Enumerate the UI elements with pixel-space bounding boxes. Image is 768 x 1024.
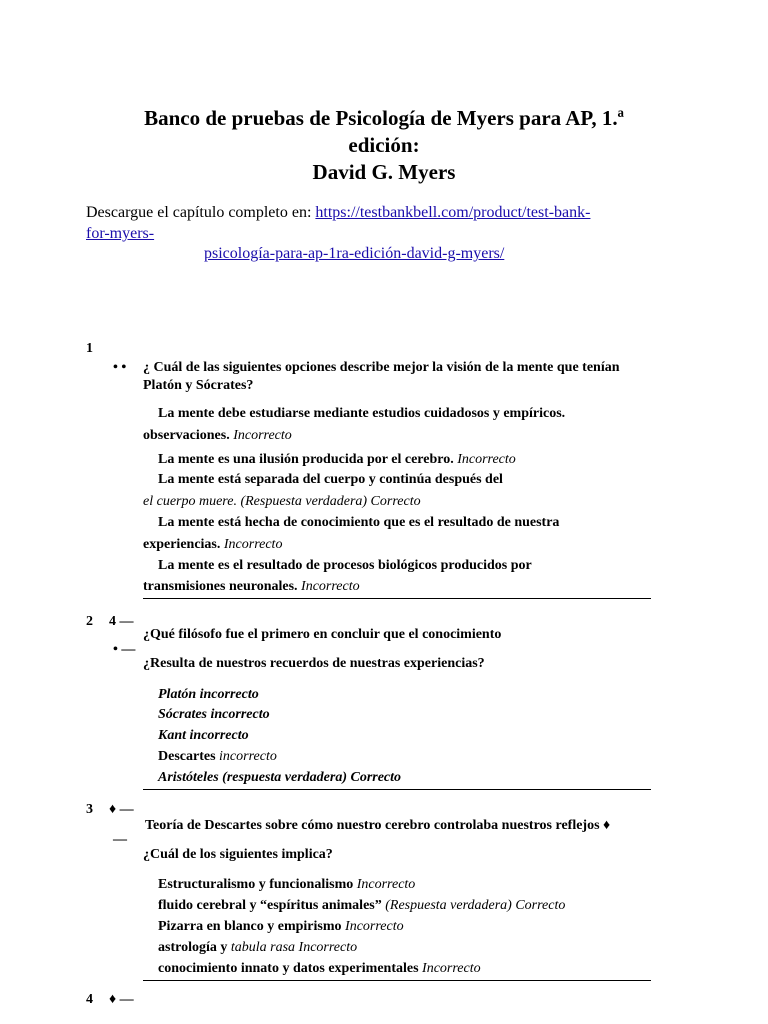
q3-option-4-result: tabula rasa Incorrecto [230,940,358,955]
q2-option-2: Sócrates incorrecto [158,707,270,722]
q1-option-5-line2: transmisiones neuronales. Incorrecto [143,579,360,594]
q3-option-2-result: (Respuesta verdadera) Correcto [385,898,566,913]
question-2-text-line2: ¿Resulta de nuestros recuerdos de nuestras experiencias? [143,656,485,671]
question-1-text-line2: Platón y Sócrates? [143,378,254,393]
question-number-2: 2 [86,614,93,629]
doc-title-line2: edición: [348,133,420,157]
download-prefix: Descargue el capítulo completo en: [86,204,316,221]
doc-author: David G. Myers [312,160,456,184]
question-4-marker: ♦ — [109,992,134,1007]
q3-option-1: Estructuralismo y funcionalismo Incorrecto [158,877,416,892]
question-1-marker: • • [113,360,127,375]
q1-option-1-line2: observaciones. Incorrecto [143,428,292,443]
q1-option-1-result: Incorrecto [233,428,292,443]
q3-option-3-result: Incorrecto [345,919,404,934]
download-link-part3[interactable]: psicología-para-ap-1ra-edición-david-g-myers/ [204,245,505,262]
question-2-marker-1: 4 — [109,614,134,629]
q1-option-2: La mente es una ilusión producida por el cerebro. Incorrecto [158,452,516,467]
download-link-part1[interactable]: https://testbankbell.com/product/test-bank- [315,204,591,221]
q1-option-5-result: Incorrecto [301,579,360,594]
q3-option-4: astrología y tabula rasa Incorrecto [158,940,358,955]
q2-option-5: Aristóteles (respuesta verdadera) Correcto [158,770,402,785]
question-number-1: 1 [86,341,93,356]
q3-option-5: conocimiento innato y datos experimentales Incorrecto [158,961,481,976]
q2-option-1: Platón incorrecto [158,687,259,702]
question-2-marker-2: • — [113,642,136,657]
q3-divider [143,980,651,981]
question-3-text-line2: ¿Cuál de los siguientes implica? [143,847,333,862]
question-1-text-line1: ¿ Cuál de las siguientes opciones describe mejor la visión de la mente que tenían [143,360,620,375]
question-number-3: 3 [86,802,93,817]
q2-option-3: Kant incorrecto [158,728,249,743]
q1-option-3-line2: el cuerpo muere. (Respuesta verdadera) Correcto [143,494,421,509]
download-line [86,204,590,222]
q3-option-3: Pizarra en blanco y empirismo Incorrecto [158,919,404,934]
q1-option-5-line1: La mente es el resultado de procesos biológicos producidos por [158,558,532,573]
download-link-part2[interactable]: for-myers- [86,225,155,242]
q2-option-4: Descartes incorrecto [158,749,277,764]
download-line-2 [86,225,154,243]
q1-option-2-result: Incorrecto [457,452,516,467]
q2-option-4-result: incorrecto [219,749,277,764]
question-3-text-line1: Teoría de Descartes sobre cómo nuestro cerebro controlaba nuestros reflejos ♦ [145,818,611,833]
q3-option-1-result: Incorrecto [356,877,416,892]
q3-option-2: fluido cerebral y “espíritus animales” (Respuesta verdadera) Correcto [158,898,566,913]
q3-option-5-result: Incorrecto [422,961,481,976]
question-2-text-line1: ¿Qué filósofo fue el primero en concluir que el conocimiento [143,627,502,642]
q1-option-4-line1: La mente está hecha de conocimiento que es el resultado de nuestra [158,515,560,530]
question-3-marker-1: ♦ — [109,802,134,817]
q1-option-3-line1: La mente está separada del cuerpo y continúa después del [158,472,503,487]
q1-option-4-line2: experiencias. Incorrecto [143,537,283,552]
q1-option-1-line1: La mente debe estudiarse mediante estudios cuidadosos y empíricos. [158,406,566,421]
q2-divider [143,789,651,790]
doc-title-line1: Banco de pruebas de Psicología de Myers para AP, 1.ª [144,106,624,130]
question-3-marker-2: — [113,832,127,847]
q1-divider [143,598,651,599]
q1-option-4-result: Incorrecto [223,537,283,552]
question-number-4: 4 [86,992,93,1007]
download-line-3 [204,245,504,263]
